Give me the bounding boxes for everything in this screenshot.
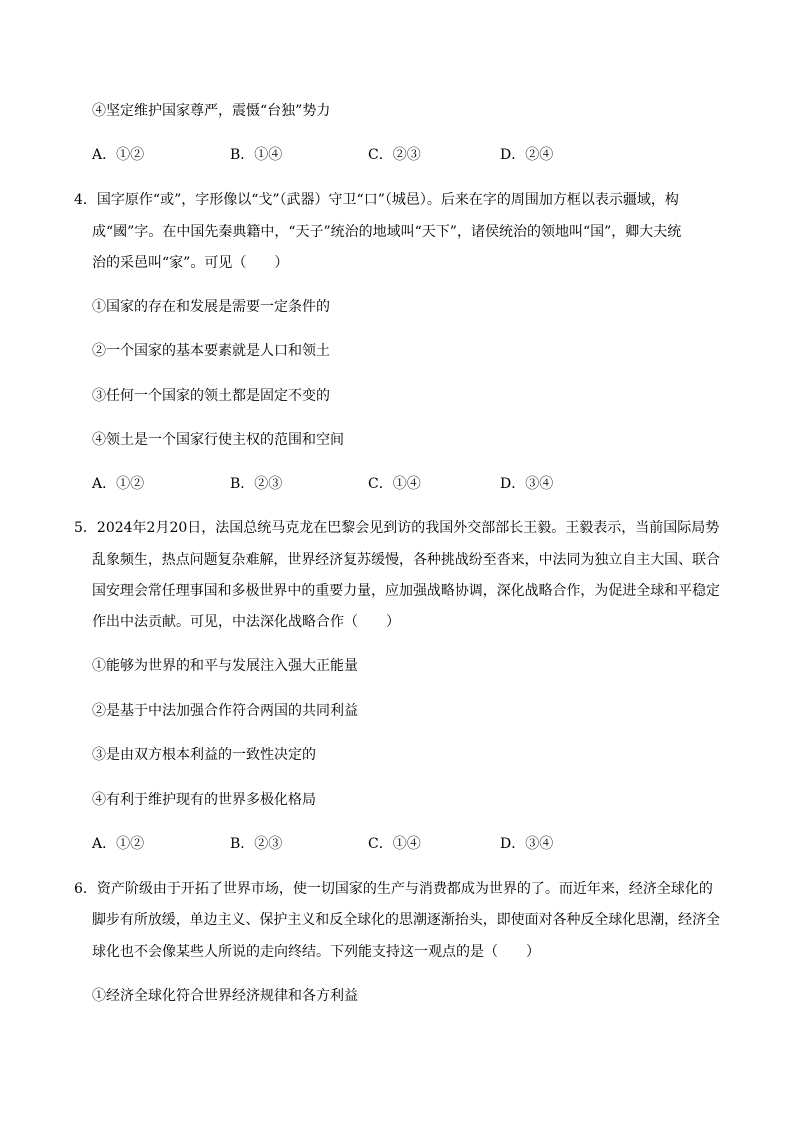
q6-item-1: ①经济全球化符合世界经济规律和各方利益 [92,988,358,1004]
q5-option-a: A．①② [92,836,145,852]
q5-option-b: B．②③ [230,836,283,852]
q4-stem-line-3: 治的采邑叫“家”。可见（ ） [92,255,289,271]
q5-item-1: ①能够为世界的和平与发展注入强大正能量 [92,658,358,674]
q6-stem-line-3: 球化也不会像某些人所说的走向终结。下列能支持这一观点的是（ ） [92,944,540,960]
q4-item-1: ①国家的存在和发展是需要一定条件的 [92,299,330,315]
q4-stem-line-1: 4．国字原作“或”，字形像以“戈”（武器）守卫“口”（城邑）。后来在字的周围加方框以表示疆域，构 [74,192,679,208]
q4-option-d: D．③④ [500,476,554,492]
q5-stem-line-4: 作出中法贡献。可见，中法深化战略合作（ ） [92,614,400,630]
q4-item-4: ④领土是一个国家行使主权的范围和空间 [92,432,344,448]
q5-option-c: C．①④ [368,836,421,852]
q3-option-c: C．②③ [368,147,421,163]
q4-option-c: C．①④ [368,476,421,492]
q3-option-d: D．②④ [500,147,554,163]
q4-item-2: ②一个国家的基本要素就是人口和领土 [92,343,330,359]
q5-stem-line-2: 乱象频生，热点问题复杂难解，世界经济复苏缓慢，各种挑战纷至沓来，中法同为独立自主大国、联合 [92,552,720,568]
q3-item-4: ④坚定维护国家尊严，震慑“台独”势力 [92,103,331,119]
q6-stem-line-1: 6．资产阶级由于开拓了世界市场，使一切国家的生产与消费都成为世界的了。而近年来，经济全球化的 [74,881,713,897]
q4-stem-line-2: 成“國”字。在中国先秦典籍中，“天子”统治的地域叫“天下”，诸侯统治的领地叫“国”，卿大夫统 [92,224,682,240]
q5-item-3: ③是由双方根本利益的一致性决定的 [92,747,316,763]
q4-item-3: ③任何一个国家的领土都是固定不变的 [92,388,330,404]
q5-option-d: D．③④ [500,836,554,852]
q3-option-a: A．①② [92,147,145,163]
q4-option-b: B．②③ [230,476,283,492]
q5-item-4: ④有利于维护现有的世界多极化格局 [92,792,316,808]
q5-stem-line-3: 国安理会常任理事国和多极世界中的重要力量，应加强战略协调，深化战略合作，为促进全球和平稳定 [92,583,720,599]
q4-option-a: A．①② [92,476,145,492]
q3-option-b: B．①④ [230,147,283,163]
q5-stem-line-1: 5．2024年2月20日，法国总统马克龙在巴黎会见到访的我国外交部部长王毅。王毅表示，当前国际局势 [74,520,720,536]
q5-item-2: ②是基于中法加强合作符合两国的共同利益 [92,703,358,719]
q6-stem-line-2: 脚步有所放缓，单边主义、保护主义和反全球化的思潮逐渐抬头，即使面对各种反全球化思潮，经济全 [92,912,720,928]
